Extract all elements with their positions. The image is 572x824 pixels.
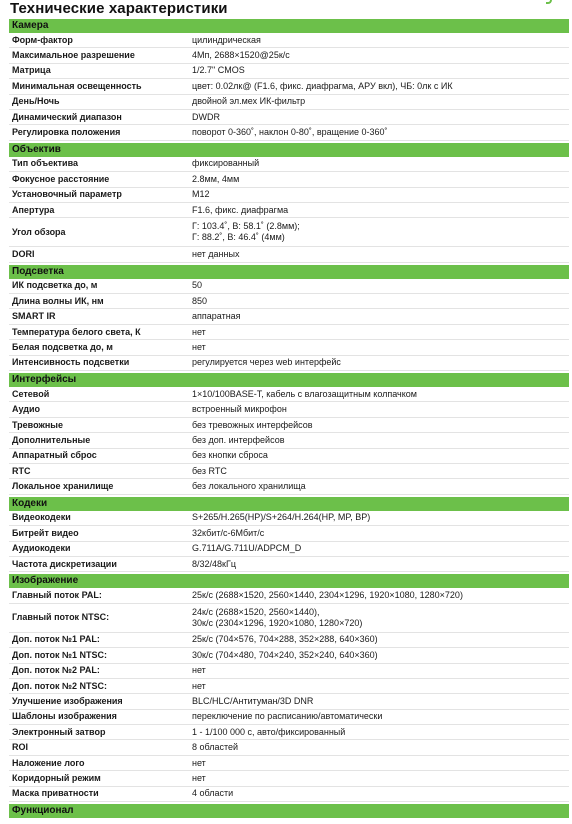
spec-value: Г: 103.4˚, В: 58.1˚ (2.8мм); Г: 88.2˚, В: 46.4˚ (4мм) (192, 221, 300, 243)
page-title: Технические характеристики (10, 0, 228, 17)
spec-value: 24к/с (2688×1520, 2560×1440), 30к/с (2304×1296, 1920×1080, 1280×720) (192, 606, 363, 628)
spec-row (9, 418, 569, 433)
spec-value: 1/2.7" CMOS (192, 65, 245, 76)
spec-label: Фокусное расстояние (12, 173, 110, 184)
spec-row (9, 433, 569, 448)
spec-value: регулируется через web интерфейс (192, 357, 341, 368)
spec-row (9, 542, 569, 557)
spec-value: 1×10/100BASE-T, кабель с влагозащитным колпачком (192, 388, 417, 399)
spec-label: Улучшение изображения (12, 695, 123, 706)
spec-value: без тревожных интерфейсов (192, 419, 313, 430)
spec-label: Доп. поток №2 NTSC: (12, 680, 107, 691)
spec-value: нет (192, 341, 206, 352)
spec-value: 8 областей (192, 742, 239, 753)
spec-label: Тревожные (12, 419, 63, 430)
spec-value: 1 - 1/100 000 с, авто/фиксированный (192, 726, 346, 737)
spec-row (9, 464, 569, 479)
spec-row (9, 33, 569, 48)
spec-value: 30к/с (704×480, 704×240, 352×240, 640×360) (192, 649, 378, 660)
spec-value: DWDR (192, 111, 220, 122)
spec-value: цилиндрическая (192, 34, 261, 45)
spec-row (9, 356, 569, 371)
spec-value: 2.8мм, 4мм (192, 173, 240, 184)
spec-value: M12 (192, 189, 210, 200)
spec-label: Длина волны ИК, нм (12, 295, 104, 306)
spec-row (9, 664, 569, 679)
spec-label: Главный поток NTSC: (12, 612, 110, 623)
spec-label: Коридорный режим (12, 772, 101, 783)
spec-row (9, 725, 569, 740)
spec-row (9, 294, 569, 309)
spec-label: Апертура (12, 204, 55, 215)
spec-label: Наложение лого (12, 757, 85, 768)
spec-row (9, 95, 569, 110)
spec-label: Белая подсветка до, м (12, 341, 113, 352)
corner-check-mark (546, 0, 552, 4)
spec-row (9, 110, 569, 125)
spec-label: Доп. поток №1 PAL: (12, 634, 100, 645)
spec-label: RTC (12, 465, 31, 476)
spec-value: 25к/с (704×576, 704×288, 352×288, 640×360) (192, 634, 378, 645)
spec-row (9, 633, 569, 648)
spec-value: цвет: 0.02лк@ (F1.6, фикс. диафрагма, АРУ вкл), ЧБ: 0лк с ИК (192, 80, 453, 91)
spec-value: встроенный микрофон (192, 404, 287, 415)
section-header: Подсветка (9, 265, 569, 279)
spec-row (9, 479, 569, 494)
section-header: Изображение (9, 574, 569, 588)
section-header: Интерфейсы (9, 373, 569, 387)
spec-value: без RTC (192, 465, 227, 476)
spec-table (9, 19, 569, 818)
spec-label: Доп. поток №2 PAL: (12, 665, 100, 676)
spec-value: без кнопки сброса (192, 450, 268, 461)
spec-value: нет данных (192, 248, 240, 259)
spec-row (9, 64, 569, 79)
spec-row (9, 125, 569, 140)
spec-value: 8/32/48кГц (192, 558, 236, 569)
section-header: Кодеки (9, 497, 569, 511)
spec-label: Частота дискретизации (12, 558, 117, 569)
spec-label: Тип объектива (12, 158, 78, 169)
spec-value: 50 (192, 280, 203, 291)
spec-value: нет (192, 757, 206, 768)
spec-label: Сетевой (12, 388, 50, 399)
spec-label: ИК подсветка до, м (12, 280, 98, 291)
spec-label: Аудио (12, 404, 41, 415)
spec-value: переключение по расписанию/автоматически (192, 711, 383, 722)
spec-row (9, 511, 569, 526)
spec-value: поворот 0-360˚, наклон 0-80˚, вращение 0-360˚ (192, 127, 388, 138)
spec-label: Доп. поток №1 NTSC: (12, 649, 107, 660)
spec-row (9, 526, 569, 541)
spec-row (9, 694, 569, 709)
section-header: Функционал (9, 804, 569, 818)
spec-value: фиксированный (192, 158, 260, 169)
spec-label: SMART IR (12, 311, 56, 322)
spec-label: Минимальная освещенность (12, 80, 142, 91)
spec-value: нет (192, 772, 206, 783)
spec-row (9, 588, 569, 603)
spec-value: BLC/HLC/Антитуман/3D DNR (192, 695, 314, 706)
spec-label: Маска приватности (12, 788, 99, 799)
spec-row (9, 203, 569, 218)
spec-value: 4Мп, 2688×1520@25к/с (192, 50, 290, 61)
spec-row (9, 247, 569, 262)
spec-value: без локального хранилища (192, 481, 306, 492)
spec-label: Электронный затвор (12, 726, 106, 737)
spec-row (9, 679, 569, 694)
spec-row (9, 449, 569, 464)
spec-label: Дополнительные (12, 434, 91, 445)
spec-label: Максимальное разрешение (12, 50, 135, 61)
spec-row (9, 787, 569, 802)
spec-value: F1.6, фикс. диафрагма (192, 204, 289, 215)
spec-row (9, 309, 569, 324)
spec-label: Аппаратный сброс (12, 450, 97, 461)
spec-row (9, 340, 569, 355)
spec-value: S+265/H.265(HP)/S+264/H.264(HP, MP, BP) (192, 512, 371, 523)
spec-label: Битрейт видео (12, 527, 79, 538)
spec-row (9, 756, 569, 771)
spec-row (9, 172, 569, 187)
spec-label: Локальное хранилище (12, 481, 114, 492)
section-header: Объектив (9, 143, 569, 157)
spec-label: Форм-фактор (12, 34, 73, 45)
spec-value: 850 (192, 295, 208, 306)
spec-row (9, 604, 569, 633)
spec-row (9, 157, 569, 172)
spec-row (9, 79, 569, 94)
spec-value: 32кбит/с-6Мбит/с (192, 527, 265, 538)
spec-row (9, 48, 569, 63)
spec-label: Матрица (12, 65, 51, 76)
spec-label: Шаблоны изображения (12, 711, 117, 722)
spec-label: Угол обзора (12, 226, 66, 237)
section-header: Камера (9, 19, 569, 33)
spec-row (9, 188, 569, 203)
spec-row (9, 325, 569, 340)
spec-row (9, 218, 569, 247)
spec-label: Установочный параметр (12, 189, 122, 200)
spec-label: Регулировка положения (12, 127, 121, 138)
spec-row (9, 402, 569, 417)
spec-value: двойной эл.мех ИК-фильтр (192, 96, 306, 107)
spec-label: День/Ночь (12, 96, 60, 107)
spec-value: без доп. интерфейсов (192, 434, 285, 445)
spec-row (9, 557, 569, 572)
spec-row (9, 771, 569, 786)
spec-row (9, 710, 569, 725)
spec-value: 4 области (192, 788, 234, 799)
spec-label: Видеокодеки (12, 512, 71, 523)
spec-label: Интенсивность подсветки (12, 357, 130, 368)
spec-label: Температура белого света, К (12, 326, 141, 337)
spec-label: Динамический диапазон (12, 111, 122, 122)
spec-value: нет (192, 680, 206, 691)
spec-value: нет (192, 665, 206, 676)
spec-row (9, 387, 569, 402)
spec-row (9, 279, 569, 294)
spec-label: ROI (12, 742, 29, 753)
spec-label: Главный поток PAL: (12, 590, 102, 601)
spec-label: DORI (12, 248, 35, 259)
spec-value: нет (192, 326, 206, 337)
spec-row (9, 648, 569, 663)
spec-value: 25к/с (2688×1520, 2560×1440, 2304×1296, 1920×1080, 1280×720) (192, 590, 463, 601)
spec-label: Аудиокодеки (12, 543, 71, 554)
spec-value: G.711A/G.711U/ADPCM_D (192, 543, 302, 554)
spec-row (9, 740, 569, 755)
spec-value: аппаратная (192, 311, 241, 322)
